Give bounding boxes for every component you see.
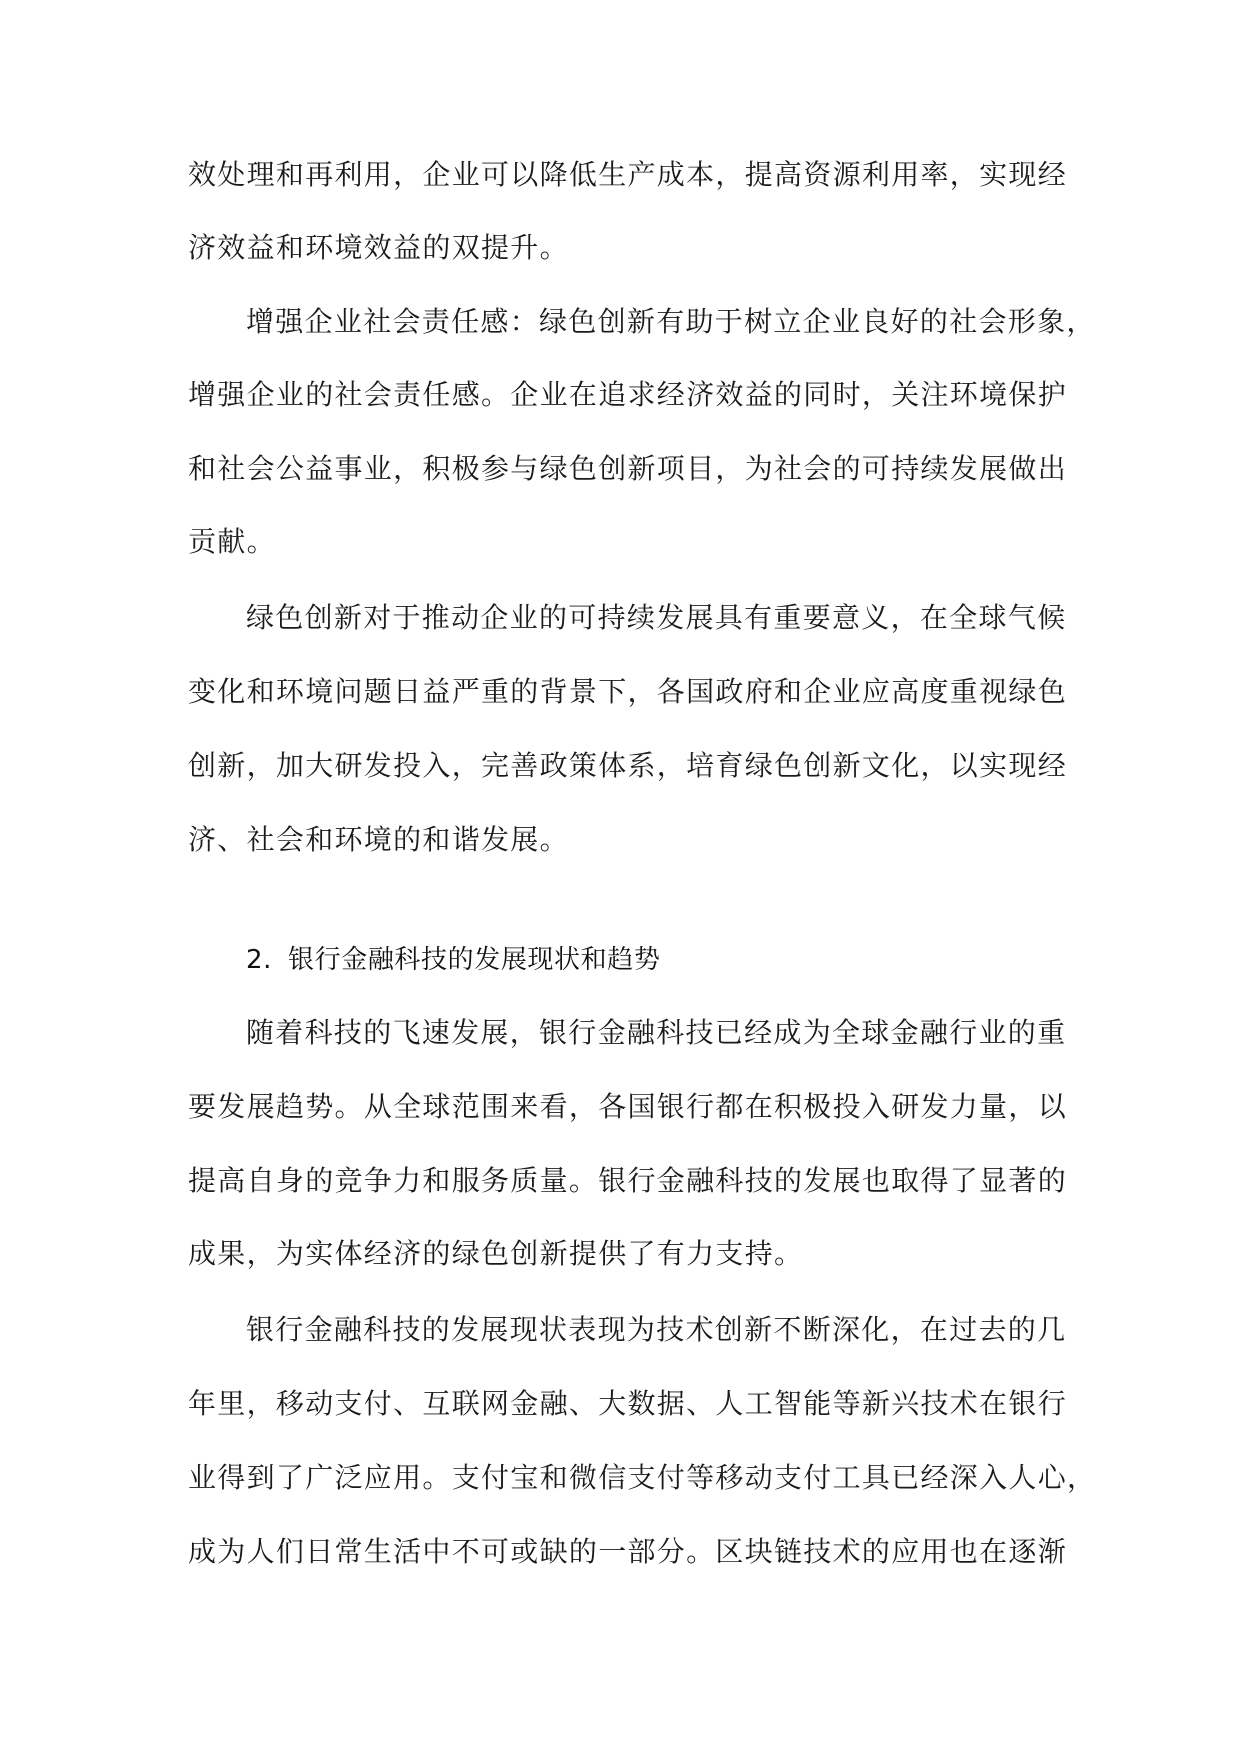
paragraph-line: 济效益和环境效益的双提升。 xyxy=(188,231,569,264)
paragraph-line: 贡献。 xyxy=(188,525,276,558)
paragraph-line: 和社会公益事业，积极参与绿色创新项目，为社会的可持续发展做出 xyxy=(188,452,1068,485)
section-heading xyxy=(246,940,660,980)
paragraph-line: 绿色创新对于推动企业的可持续发展具有重要意义，在全球气候 xyxy=(246,601,1067,634)
paragraph-line: 随着科技的飞速发展，银行金融科技已经成为全球金融行业的重 xyxy=(246,1016,1067,1049)
paragraph-line: 要发展趋势。从全球范围来看，各国银行都在积极投入研发力量，以 xyxy=(188,1090,1068,1123)
paragraph-line: 济、社会和环境的和谐发展。 xyxy=(188,823,569,856)
paragraph-line: 增强企业的社会责任感。企业在追求经济效益的同时，关注环境保护 xyxy=(188,378,1068,411)
paragraph-line: 效处理和再利用，企业可以降低生产成本，提高资源利用率，实现经 xyxy=(188,158,1068,191)
paragraph-line: 增强企业社会责任感：绿色创新有助于树立企业良好的社会形象， xyxy=(246,305,1096,338)
paragraph-line: 变化和环境问题日益严重的背景下，各国政府和企业应高度重视绿色 xyxy=(188,675,1068,708)
section-title: 银行金融科技的发展现状和趋势 xyxy=(288,945,661,975)
section-number: 2. xyxy=(246,945,273,975)
paragraph-line: 业得到了广泛应用。支付宝和微信支付等移动支付工具已经深入人心， xyxy=(188,1461,1097,1494)
paragraph-line: 创新，加大研发投入，完善政策体系，培育绿色创新文化，以实现经 xyxy=(188,749,1068,782)
paragraph-line: 成为人们日常生活中不可或缺的一部分。区块链技术的应用也在逐渐 xyxy=(188,1535,1068,1568)
paragraph-line: 提高自身的竞争力和服务质量。银行金融科技的发展也取得了显著的 xyxy=(188,1164,1068,1197)
paragraph-line: 年里，移动支付、互联网金融、大数据、人工智能等新兴技术在银行 xyxy=(188,1387,1068,1420)
paragraph-line: 银行金融科技的发展现状表现为技术创新不断深化，在过去的几 xyxy=(246,1313,1067,1346)
paragraph-line: 成果，为实体经济的绿色创新提供了有力支持。 xyxy=(188,1237,804,1270)
